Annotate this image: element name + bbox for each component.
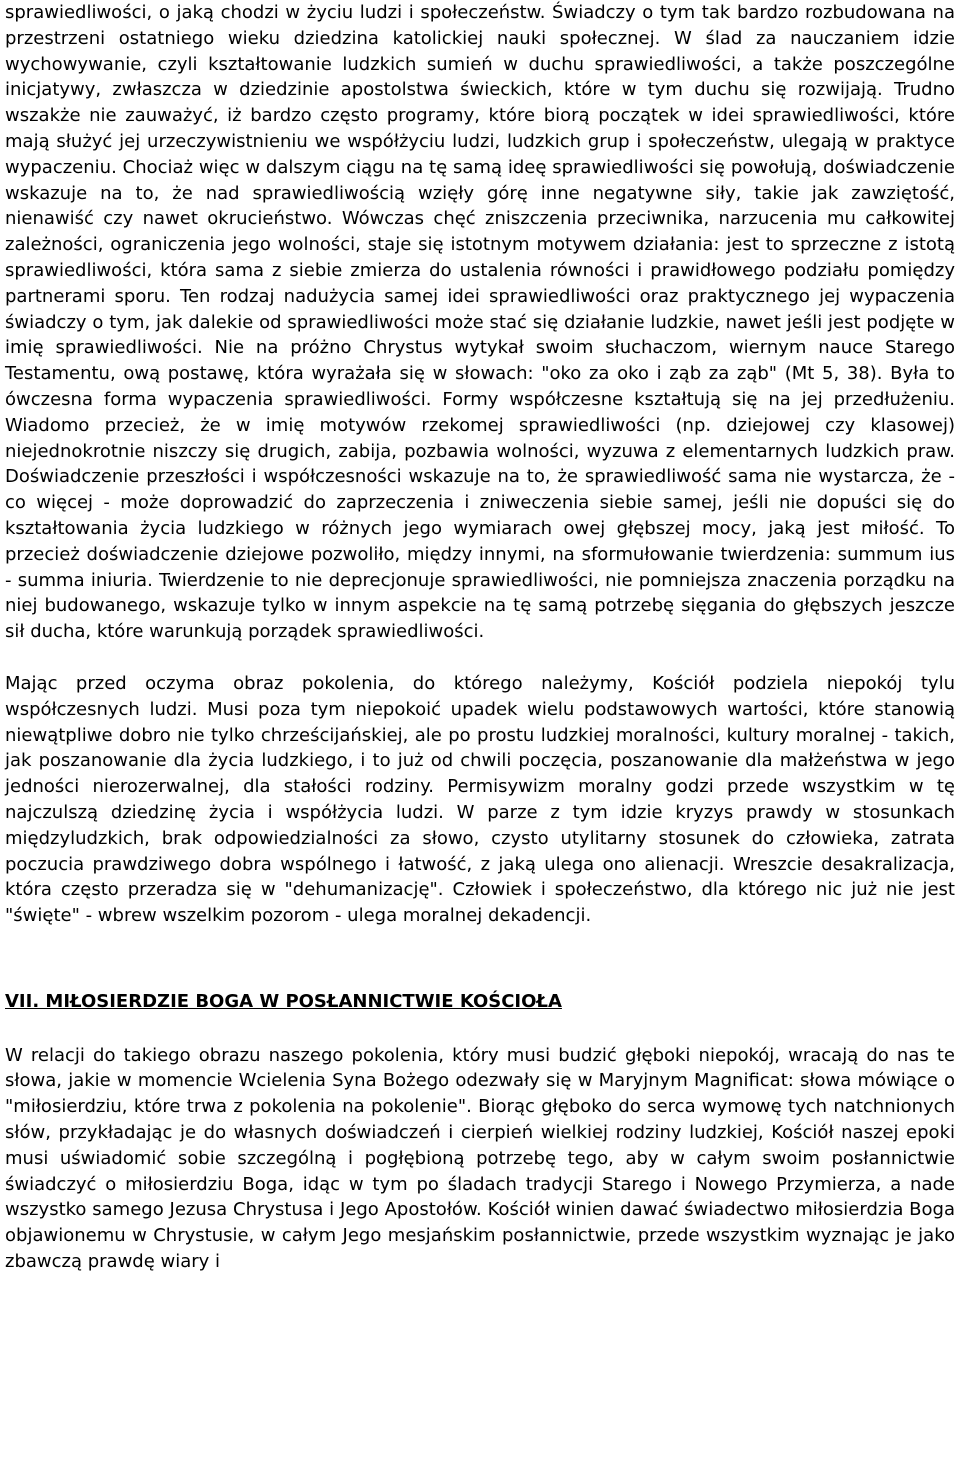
section-heading: VII. MIŁOSIERDZIE BOGA W POSŁANNICTWIE KOŚCIOŁA: [5, 990, 562, 1012]
paragraph-justice: sprawiedliwości, o jaką chodzi w życiu ludzi i społeczeństw. Świadczy o tym tak bardzo rozbudowana na przestrzeni ostatniego wieku dziedzina katolickiej nauki społecznej. W ślad za nauczaniem idzie wychowywanie, czyli kształtowanie ludzkich sumień w duchu sprawiedliwości, a także poszczególne inicjatywy, zwłaszcza w dziedzinie apostolstwa świeckich, które w tym duchu się rozwijają. Trudno wszakże nie zauważyć, iż bardzo często programy, które biorą początek w idei sprawiedliwości, które mają służyć jej urzeczywistnieniu we współżyciu ludzi, ludzkich grup i społeczeństw, ulegają w praktyce wypaczeniu. Chociaż więc w dalszym ciągu na tę samą ideę sprawiedliwości się powołują, doświadczenie wskazuje na to, że nad sprawiedliwością wzięły górę inne negatywne siły, takie jak zawziętość, nienawiść czy nawet okrucieństwo. Wówczas chęć zniszczenia przeciwnika, narzucenia mu całkowitej zależności, ograniczenia jego wolności, staje się istotnym motywem działania: jest to sprzeczne z istotą sprawiedliwości, która sama z siebie zmierza do ustalenia równości i prawidłowego podziału pomiędzy partnerami sporu. Ten rodzaj nadużycia samej idei sprawiedliwości oraz praktycznego jej wypaczenia świadczy o tym, jak dalekie od sprawiedliwości może stać się działanie ludzkie, nawet jeśli jest podjęte w imię sprawiedliwości. Nie na próżno Chrystus wytykał swoim słuchaczom, wiernym nauce Starego Testamentu, ową postawę, która wyrażała się w słowach: "oko za oko i ząb za ząb" (Mt 5, 38). Była to ówczesna forma wypaczenia sprawiedliwości. Formy współczesne kształtują się na jej przedłużeniu. Wiadomo przecież, że w imię motywów rzekomej sprawiedliwości (np. dziejowej czy klasowej) niejednokrotnie niszczy się drugich, zabija, pozbawia wolności, wyzuwa z elementarnych ludzkich praw. Doświadczenie przeszłości i współczesności wskazuje na to, że sprawiedliwość sama nie wystarcza, że - co więcej - może doprowadzić do zaprzeczenia i zniweczenia siebie samej, jeśli nie dopuści się do kształtowania życia ludzkiego w różnych jego wymiarach owej głębszej mocy, jaką jest miłość. To przecież doświadczenie dziejowe pozwoliło, między innymi, na sformułowanie twierdzenia: summum ius - summa iniuria. Twierdzenie to nie deprecjonuje sprawiedliwości, nie pomniejsza znaczenia porządku na niej budowanego, wskazuje tylko w innym aspekcie na tę samą potrzebę sięgania do głębszych jeszcze sił ducha, które warunkują porządek sprawiedliwości.: [5, 2, 955, 643]
paragraph-church-concern: Mając przed oczyma obraz pokolenia, do którego należymy, Kościół podziela niepokój tylu współczesnych ludzi. Musi poza tym niepokoić upadek wielu podstawowych wartości, które stanowią niewątpliwe dobro nie tylko chrześcijańskiej, ale po prostu ludzkiej moralności, kultury moralnej - takich, jak poszanowanie dla życia ludzkiego, i to już od chwili poczęcia, poszanowanie dla małżeństwa w jego jedności nierozerwalnej, dla stałości rodziny. Permisywizm moralny godzi przede wszystkim w tę najczulszą dziedzinę życia i współżycia ludzi. W parze z tym idzie kryzys prawdy w stosunkach międzyludzkich, brak odpowiedzialności za słowo, czysto utylitarny stosunek do człowieka, zatrata poczucia prawdziwego dobra wspólnego i łatwość, z jaką ulega ono alienacji. Wreszcie desakralizacja, która często przeradza się w "dehumanizację". Człowiek i społeczeństwo, dla którego nic już nie jest "święte" - wbrew wszelkim pozorom - ulega moralnej dekadencji.: [5, 672, 955, 927]
document-page: [5, 0, 955, 1275]
paragraph-mercy: W relacji do takiego obrazu naszego pokolenia, który musi budzić głęboki niepokój, wracają do nas te słowa, jakie w momencie Wcielenia Syna Bożego odezwały się w Maryjnym Magnificat: słowa mówiące o "miłosierdziu, które trwa z pokolenia na pokolenie". Biorąc głęboko do serca wymowę tych natchnionych słów, przykładając je do własnych doświadczeń i cierpień wielkiej rodziny ludzkiej, Kościół naszej epoki musi uświadomić sobie szczególną i pogłębioną potrzebę tego, aby w całym swoim posłannictwie świadczyć o miłosierdziu Boga, idąc w tym po śladach tradycji Starego i Nowego Przymierza, a nade wszystko samego Jezusa Chrystusa i Jego Apostołów. Kościół winien dawać świadectwo miłosierdzia Boga objawionemu w Chrystusie, w całym Jego mesjańskim posłannictwie, przede wszystkim wyznając je jako zbawczą prawdę wiary i: [5, 1044, 955, 1273]
